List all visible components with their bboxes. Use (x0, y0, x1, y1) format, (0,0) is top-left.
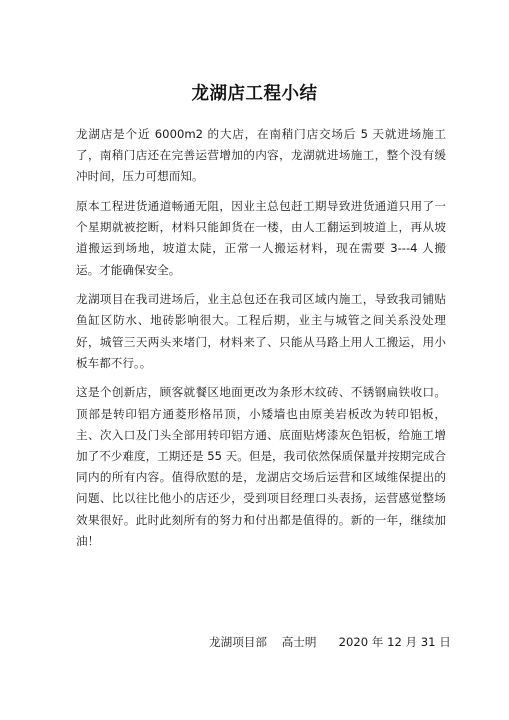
document-body (76, 124, 446, 560)
paragraph-delivery-channel: 原本工程进货通道畅通无阻，因业主总包赶工期导致进货通道只用了一个星期就被挖断，材料只能卸货在一楼，由人工翻运到坡道上，再从坡道搬运到场地，坡道太陡，正常一人搬运材料，现在需要 3---4 人搬运。才能确保安全。 (76, 199, 446, 277)
document-title: 龙湖店工程小结 (191, 84, 318, 104)
paragraph-intro: 龙湖店是个近 6000m2 的大店，在南稍门店交场后 5 天就进场施工了，南稍门店还在完善运营增加的内容，龙湖就进场施工，整个没有缓冲时间，压力可想而知。 (76, 127, 446, 184)
paragraph-site-conditions: 龙湖项目在我司进场后，业主总包还在我司区域内施工，导致我司铺贴鱼缸区防水、地砖影响很大。工程后期，业主与城管之间关系没处理好，城管三天两头来堵门，材料来了、只能从马路上用人工搬运，用小板车都不行。。 (76, 292, 446, 370)
signature-line: 龙湖项目部 高士明 2020 年 12 月 31 日 (209, 635, 451, 649)
paragraph-innovation-summary: 这是个创新店，顾客就餐区地面更改为条形木纹砖、不锈钢扁铁收口。顶部是转印铝方通菱形格吊顶，小矮墙也由原美岩板改为转印铝板，主、次入口及门头全部用转印铝方通、底面贴烤漆灰色铝板，给施工增加了不少难度，工期还是 55 天。但是，我司依然保质保量并按期完成合同内的所有内容。值得欣慰的是，龙湖店交场后运营和区域维保提出的问题、比以往比他小的店还少，受到项目经理口头表扬，运营感觉整场效果很好。此时此刻所有的努力和付出都是值得的。新的一年，继续加油！ (76, 385, 446, 548)
